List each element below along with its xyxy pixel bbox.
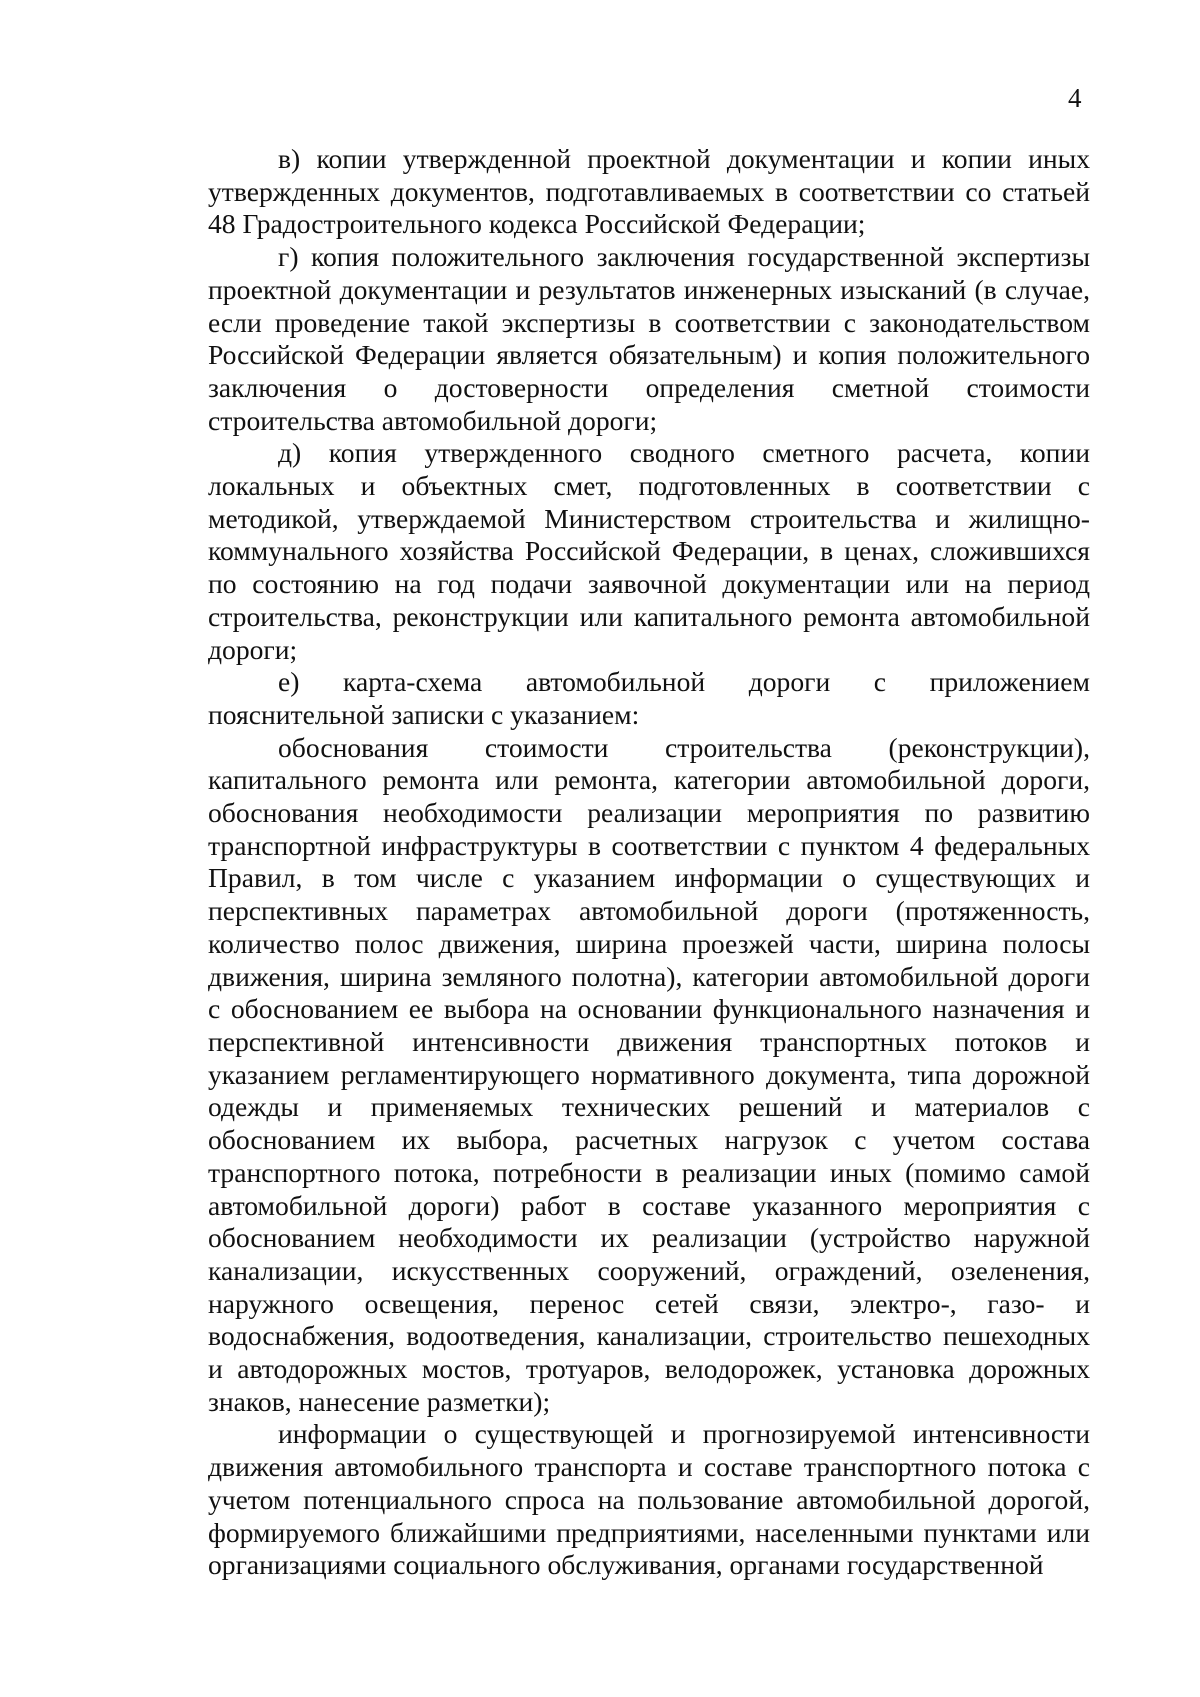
paragraph-traffic-info: информации о существующей и прогнозируемой интенсивности движения автомобильного транспорта и составе транспортного потока с учетом потенциального спроса на пользование автомобильной дорогой, формируемого ближайшими предприятиями, населенными пунктами или организациями социального обслуживания, органами государственной bbox=[208, 1418, 1090, 1581]
paragraph-v: в) копии утвержденной проектной документации и копии иных утвержденных документов, подготавливаемых в соответствии со статьей 48 Градостроительного кодекса Российской Федерации; bbox=[208, 143, 1090, 240]
paragraph-e: е) карта-схема автомобильной дороги с приложением пояснительной записки с указанием: bbox=[208, 666, 1090, 730]
paragraph-g: г) копия положительного заключения государственной экспертизы проектной документации и результатов инженерных изысканий (в случае, если проведение такой экспертизы в соответствии с законодательством Российской Федерации является обязательным) и копия положительного заключения о достоверности определения сметной стоимости строительства автомобильной дороги; bbox=[208, 241, 1090, 436]
page-number: 4 bbox=[1068, 83, 1082, 113]
paragraph-d: д) копия утвержденного сводного сметного расчета, копии локальных и объектных смет, подготовленных в соответствии с методикой, утверждаемой Министерством строительства и жилищно-коммунального хозяйства Российской Федерации, в ценах, сложившихся по состоянию на год подачи заявочной документации или на период строительства, реконструкции или капитального ремонта автомобильной дороги; bbox=[208, 437, 1090, 665]
document-body bbox=[208, 143, 1090, 1582]
paragraph-justification: обоснования стоимости строительства (реконструкции), капитального ремонта или ремонта, категории автомобильной дороги, обоснования необходимости реализации мероприятия по развитию транспортной инфраструктуры в соответствии с пунктом 4 федеральных Правил, в том числе с указанием информации о существующих и перспективных параметрах автомобильной дороги (протяженность, количество полос движения, ширина проезжей части, ширина полосы движения, ширина земляного полотна), категории автомобильной дороги с обоснованием ее выбора на основании функционального назначения и перспективной интенсивности движения транспортных потоков и указанием регламентирующего нормативного документа, типа дорожной одежды и применяемых технических решений и материалов с обоснованием их выбора, расчетных нагрузок с учетом состава транспортного потока, потребности в реализации иных (помимо самой автомобильной дороги) работ в составе указанного мероприятия с обоснованием необходимости их реализации (устройство наружной канализации, искусственных сооружений, ограждений, озеленения, наружного освещения, перенос сетей связи, электро-, газо- и водоснабжения, водоотведения, канализации, строительство пешеходных и автодорожных мостов, тротуаров, велодорожек, установка дорожных знаков, нанесение разметки); bbox=[208, 731, 1090, 1417]
